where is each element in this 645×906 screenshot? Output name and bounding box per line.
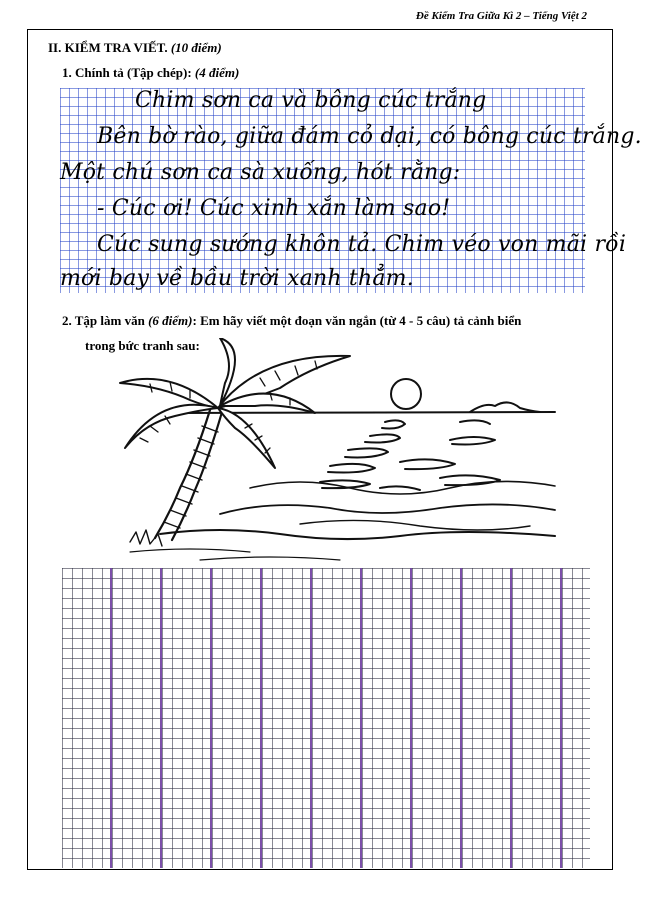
dictation-line: mới bay về bầu trời xanh thẳm.: [60, 266, 414, 291]
palm-frond-icon: [120, 379, 218, 408]
island-icon: [470, 402, 540, 412]
dictation-line: - Cúc ơi! Cúc xinh xắn làm sao!: [97, 196, 451, 221]
reflection-icon: [365, 434, 400, 442]
reflection-icon: [328, 464, 375, 473]
wave-line: [220, 504, 555, 514]
reflection-icon: [382, 420, 405, 428]
dictation-line: Bên bờ rào, giữa đám cỏ dại, có bông cúc trắng.: [97, 124, 642, 149]
item-1-heading: [62, 65, 239, 81]
sun-icon: [391, 379, 421, 409]
dictation-title: Chim sơn ca và bông cúc trắng: [135, 88, 487, 113]
item-2-prompt: : Em hãy viết một đoạn văn ngắn (từ 4 - 5 câu) tả cảnh biển: [192, 313, 522, 328]
wave-line: [300, 520, 530, 530]
dictation-line: Một chú sơn ca sà xuống, hót rằng:: [60, 160, 461, 185]
item-1-points: (4 điểm): [194, 65, 240, 80]
item-2-prompt-continued: trong bức tranh sau:: [85, 338, 200, 353]
beach-picture: [100, 338, 565, 566]
reflection-icon: [460, 420, 490, 424]
dictation-line: Cúc sung sướng khôn tả. Chim véo von mãi rồi: [97, 232, 627, 257]
horizon-line: [180, 412, 555, 413]
section-title: [48, 40, 222, 56]
reflection-icon: [450, 437, 495, 445]
reflection-icon: [380, 486, 420, 490]
item-2-points: (6 điểm): [148, 313, 193, 328]
sand-line: [200, 557, 340, 560]
section-points: (10 điểm): [170, 40, 222, 55]
section-title-text: II. KIỂM TRA VIẾT.: [48, 40, 168, 55]
reflection-icon: [400, 459, 455, 469]
wave-line: [250, 481, 555, 494]
palm-trunk-icon: [164, 426, 218, 528]
sand-line: [130, 549, 250, 552]
reflection-icon: [345, 448, 388, 457]
dictation-grid: [60, 88, 585, 293]
writing-grid[interactable]: [62, 568, 590, 868]
shore-line: [160, 530, 555, 539]
page-header: Đề Kiểm Tra Giữa Kì 2 – Tiếng Việt 2: [415, 10, 587, 22]
palm-frond-icon: [218, 408, 275, 468]
item-2-label: 2. Tập làm văn: [62, 313, 145, 328]
item-1-label: 1. Chính tả (Tập chép):: [62, 65, 192, 80]
